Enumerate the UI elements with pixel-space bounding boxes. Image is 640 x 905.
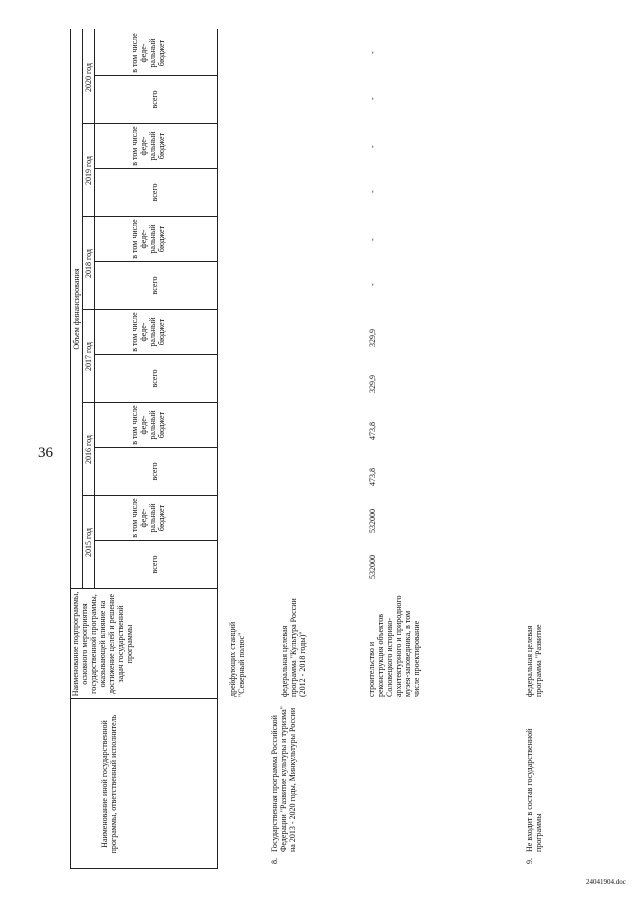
- federal-label: в том числе феде-ральный бюджет: [130, 498, 166, 538]
- row-num-8: 8.: [270, 858, 279, 864]
- footer-document-code: 24041904.doc: [586, 878, 626, 886]
- header-col1: Наименование иной государственной программы, ответственный исполнитель: [100, 714, 118, 854]
- value-2018-total: -: [368, 283, 377, 286]
- row-sub-9: федеральная целевая программа "Развитие: [525, 624, 543, 697]
- total-label: всего: [150, 555, 159, 574]
- year-2018: 2018 год: [84, 249, 93, 278]
- year-2016: 2016 год: [84, 435, 93, 464]
- federal-label: в том числе феде-ральный бюджет: [130, 126, 166, 166]
- value-2017-total: 329,9: [368, 375, 377, 393]
- value-2020-total: -: [368, 97, 377, 100]
- total-label: всего: [150, 183, 159, 202]
- federal-label: в том числе феде-ральный бюджет: [130, 405, 166, 445]
- header-left-border: [70, 868, 217, 869]
- total-label: всего: [150, 369, 159, 388]
- value-2016-federal: 473,8: [368, 422, 377, 440]
- header-col2: Наименование подпрограммы, основного мероприятия государственной программы, оказывающей влияние на достижение целей и решение задач государственной программы: [71, 591, 134, 697]
- page-number: 36: [38, 445, 53, 461]
- total-label: всего: [150, 90, 159, 109]
- col1-divider: [70, 698, 217, 699]
- value-2017-federal: 329,9: [368, 329, 377, 347]
- row-sub-0: дрейфующих станций "Северный полюс": [228, 621, 246, 697]
- value-2015-federal: 532000: [368, 509, 377, 533]
- year-2019: 2019 год: [84, 156, 93, 185]
- value-2018-federal: -: [368, 238, 377, 241]
- row-name-9: Не входит в состав государственной программы: [525, 728, 543, 852]
- table-top-border: [70, 29, 71, 869]
- year-2015: 2015 год: [84, 528, 93, 557]
- year-2017: 2017 год: [84, 342, 93, 371]
- federal-label: в том числе феде-ральный бюджет: [130, 33, 166, 73]
- row-num-9: 9.: [525, 858, 534, 864]
- federal-label: в том числе феде-ральный бюджет: [130, 312, 166, 352]
- value-2016-total: 473,8: [368, 468, 377, 486]
- row-sub-8: федеральная целевая программа "Культура России (2012 - 2018 годы)": [280, 598, 307, 697]
- row-name-8: Государственная программа Российской Федерации "Развитие культуры и туризма" на 2013 - 2020 годы, Минкультуры России: [270, 706, 297, 852]
- value-2019-federal: -: [368, 145, 377, 148]
- year-2020: 2020 год: [84, 63, 93, 92]
- header-bottom-border: [217, 29, 218, 869]
- federal-label: в том числе феде-ральный бюджет: [130, 219, 166, 259]
- col2-divider: [70, 588, 217, 589]
- row-sub-construction: строительство и реконструкция объектов Соловецкого историко-архитектурного и природного музея-заповедника, в том числе проектирование: [367, 595, 421, 697]
- total-label: всего: [150, 276, 159, 295]
- header-funding: Объем финансирования: [72, 268, 81, 350]
- total-label: всего: [150, 462, 159, 481]
- rotated-table: [70, 29, 570, 869]
- value-2019-total: -: [368, 190, 377, 193]
- value-2015-total: 532000: [368, 555, 377, 579]
- value-2020-federal: -: [368, 51, 377, 54]
